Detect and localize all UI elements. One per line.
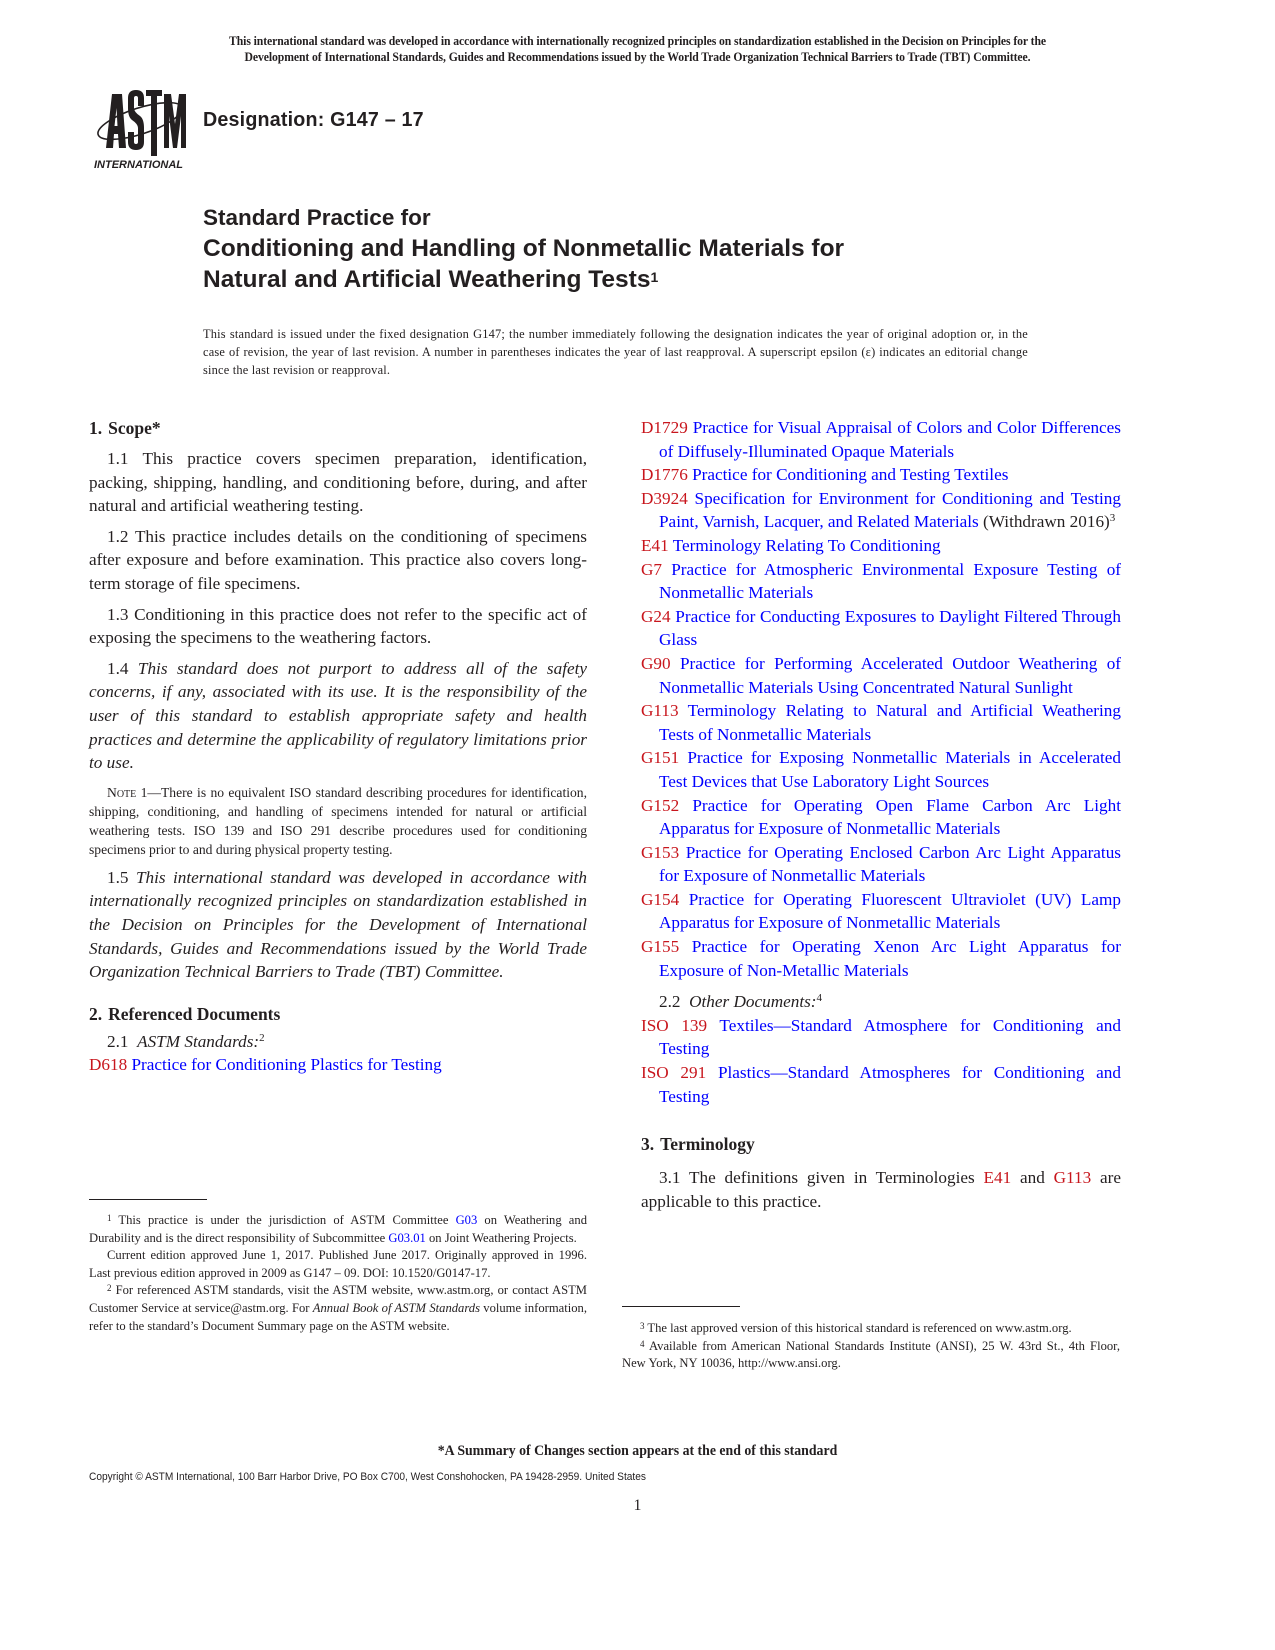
para-1-4: 1.4 This standard does not purport to address all of the safety concerns, if any, associated with its use. It is the responsibility of the user of this standard to establish appropriate safety and health practices and determine the applicability of regulatory limitations prior to use. <box>89 658 587 773</box>
right-column <box>641 416 1121 1213</box>
ref-item-g153[interactable]: G153 Practice for Operating Enclosed Carbon Arc Light Apparatus for Exposure of Nonmetallic Materials <box>641 842 1121 886</box>
top-notice-line-1: This international standard was developed in accordance with internationally recognized principles on standardization established in the Decision on Principles for the <box>229 34 1046 48</box>
footnote-1-edition: Current edition approved June 1, 2017. Published June 2017. Originally approved in 1996. Last previous edition approved in 2009 as G147 – 09. DOI: 10.1520/G0147-17. <box>89 1248 587 1280</box>
ref-item-g24[interactable]: G24 Practice for Conducting Exposures to Daylight Filtered Through Glass <box>641 606 1121 650</box>
ref-item-e41[interactable]: E41 Terminology Relating To Conditioning <box>641 535 941 555</box>
ref-item-iso-139[interactable]: ISO 139 Textiles—Standard Atmosphere for Conditioning and Testing <box>641 1015 1121 1059</box>
page-number: 1 <box>633 1497 642 1514</box>
ref-item-iso-291[interactable]: ISO 291 Plastics—Standard Atmospheres for Conditioning and Testing <box>641 1063 1121 1106</box>
ref-item-d3924[interactable]: D3924 Specification for Environment for Conditioning and Testing Paint, Varnish, Lacquer, and Related Materials (Withdrawn 2016)$^3$ <box>641 488 1121 532</box>
footnote-3: $^3$ The last approved version of this historical standard is referenced on www.astm.org. <box>640 1321 1072 1335</box>
title-prefix: Standard Practice for <box>203 205 431 230</box>
astm-logo <box>92 86 200 172</box>
ref-item-d1729[interactable]: D1729 Practice for Visual Appraisal of Colors and Color Differences of Diffusely-Illuminated Opaque Materials <box>641 418 1121 461</box>
title-line-2: Natural and Artificial Weathering Tests$^1$ <box>203 266 659 293</box>
title-line-1: Conditioning and Handling of Nonmetallic Materials for <box>203 235 845 262</box>
para-1-5: 1.5 This international standard was developed in accordance with internationally recognized principles on standardization established in the Decision on Principles for the Development of International Standards, Guides and Recommendations issued by the World Trade Organization Technical Barriers to Trade (TBT) Committee. <box>89 867 587 982</box>
ref-item-g113[interactable]: G113 Terminology Relating to Natural and Artificial Weathering Tests of Nonmetallic Materials <box>641 701 1121 744</box>
link-e41[interactable]: E41 <box>983 1168 1012 1188</box>
copyright: Copyright © ASTM International, 100 Barr Harbor Drive, PO Box C700, West Conshohocken, PA 19428-2959. United States <box>89 1471 647 1483</box>
document-title <box>203 203 844 295</box>
para-1-3: 1.3 Conditioning in this practice does not refer to the specific act of exposing the specimens to the weathering factors. <box>89 604 587 648</box>
para-3-1: 3.1 The definitions given in Terminologies E41 and G113 are applicable to this practice. <box>641 1168 1121 1211</box>
footnote-divider-left <box>89 1199 207 1200</box>
footnotes-right <box>622 1320 1120 1373</box>
ref-item-g151[interactable]: G151 Practice for Exposing Nonmetallic Materials in Accelerated Test Devices that Use Laboratory Light Sources <box>641 748 1122 791</box>
footnote-4: $^4$ Available from American National Standards Institute (ANSI), 25 W. 43rd St., 4th Floor, New York, NY 10036, http://www.ansi.org. <box>622 1338 1120 1371</box>
footnote-divider-right <box>622 1306 740 1307</box>
section-heading-scope: 1. Scope* <box>89 418 161 438</box>
link-g03-01[interactable]: G03.01 <box>388 1230 426 1245</box>
section-heading-terminology: 3. Terminology <box>641 1134 755 1155</box>
ref-item-d618[interactable]: D618 Practice for Conditioning Plastics for Testing <box>89 1055 442 1075</box>
astm-logo-icon <box>92 86 200 172</box>
link-g03[interactable]: G03 <box>455 1213 478 1227</box>
footnote-2: $^2$ For referenced ASTM standards, visit the ASTM website, www.astm.org, or contact ASTM Customer Service at service@astm.org. For Annual Book of ASTM Standards volume information, refer to the standard’s Document Summary page on the ASTM website. <box>89 1283 587 1333</box>
ref-item-g155[interactable]: G155 Practice for Operating Xenon Arc Light Apparatus for Exposure of Non-Metallic Materials <box>641 937 1122 980</box>
subsection-other-documents: 2.2 Other Documents:$^4$ <box>659 992 823 1012</box>
note-1: Note 1—There is no equivalent ISO standard describing procedures for identification, shipping, conditioning, and handling of specimens intended for natural or artificial weathering tests. ISO 139 and ISO 291 describe procedures used for conditioning specimens prior to and during physical property testing. <box>89 784 588 857</box>
footnotes-left <box>89 1212 587 1335</box>
ref-item-g154[interactable]: G154 Practice for Operating Fluorescent Ultraviolet (UV) Lamp Apparatus for Exposure of Nonmetallic Materials <box>641 889 1122 933</box>
top-notice-line-2: Development of International Standards, Guides and Recommendations issued by the World Trade Organization Technical Barriers to Trade (TBT) Committee. <box>244 50 1031 64</box>
ref-item-g7[interactable]: G7 Practice for Atmospheric Environmental Exposure Testing of Nonmetallic Materials <box>641 559 1122 603</box>
ref-item-d1776[interactable]: D1776 Practice for Conditioning and Testing Textiles <box>641 465 1009 485</box>
left-column <box>89 416 587 1077</box>
summary-of-changes-note: *A Summary of Changes section appears at the end of this standard <box>437 1443 838 1459</box>
ref-item-g90[interactable]: G90 Practice for Performing Accelerated Outdoor Weathering of Nonmetallic Materials Using Concentrated Natural Sunlight <box>641 653 1122 697</box>
para-1-2: 1.2 This practice includes details on the conditioning of specimens after exposure and before examination. This practice also covers long-term storage of file specimens. <box>89 526 587 593</box>
subsection-astm-standards: 2.1 ASTM Standards:$^2$ <box>107 1031 265 1051</box>
para-1-1: 1.1 This practice covers specimen preparation, identification, packing, shipping, handling, and conditioning before, during, and after natural and artificial weathering testing. <box>89 449 587 516</box>
issue-note: This standard is issued under the fixed designation G147; the number immediately following the designation indicates the year of original adoption or, in the case of revision, the year of last revision. A number in parentheses indicates the year of last reapproval. A superscript epsilon (ε) indicates an editorial change since the last revision or reapproval. <box>203 327 1028 377</box>
ref-item-g152[interactable]: G152 Practice for Operating Open Flame Carbon Arc Light Apparatus for Exposure of Nonmetallic Materials <box>641 795 1122 839</box>
footnote-1: $^1$ This practice is under the jurisdiction of ASTM Committee G03 on Weathering and Durability and is the direct responsibility of Subcommittee G03.01 on Joint Weathering Projects. <box>89 1213 587 1245</box>
link-g113[interactable]: G113 <box>1053 1168 1092 1188</box>
top-notice <box>100 33 1174 65</box>
section-heading-referenced-documents: 2. Referenced Documents <box>89 1003 281 1024</box>
title-footnote-mark[interactable]: 1 <box>650 269 659 285</box>
svg-text:INTERNATIONAL: INTERNATIONAL <box>94 159 184 171</box>
designation: Designation: G147 – 17 <box>203 108 424 131</box>
